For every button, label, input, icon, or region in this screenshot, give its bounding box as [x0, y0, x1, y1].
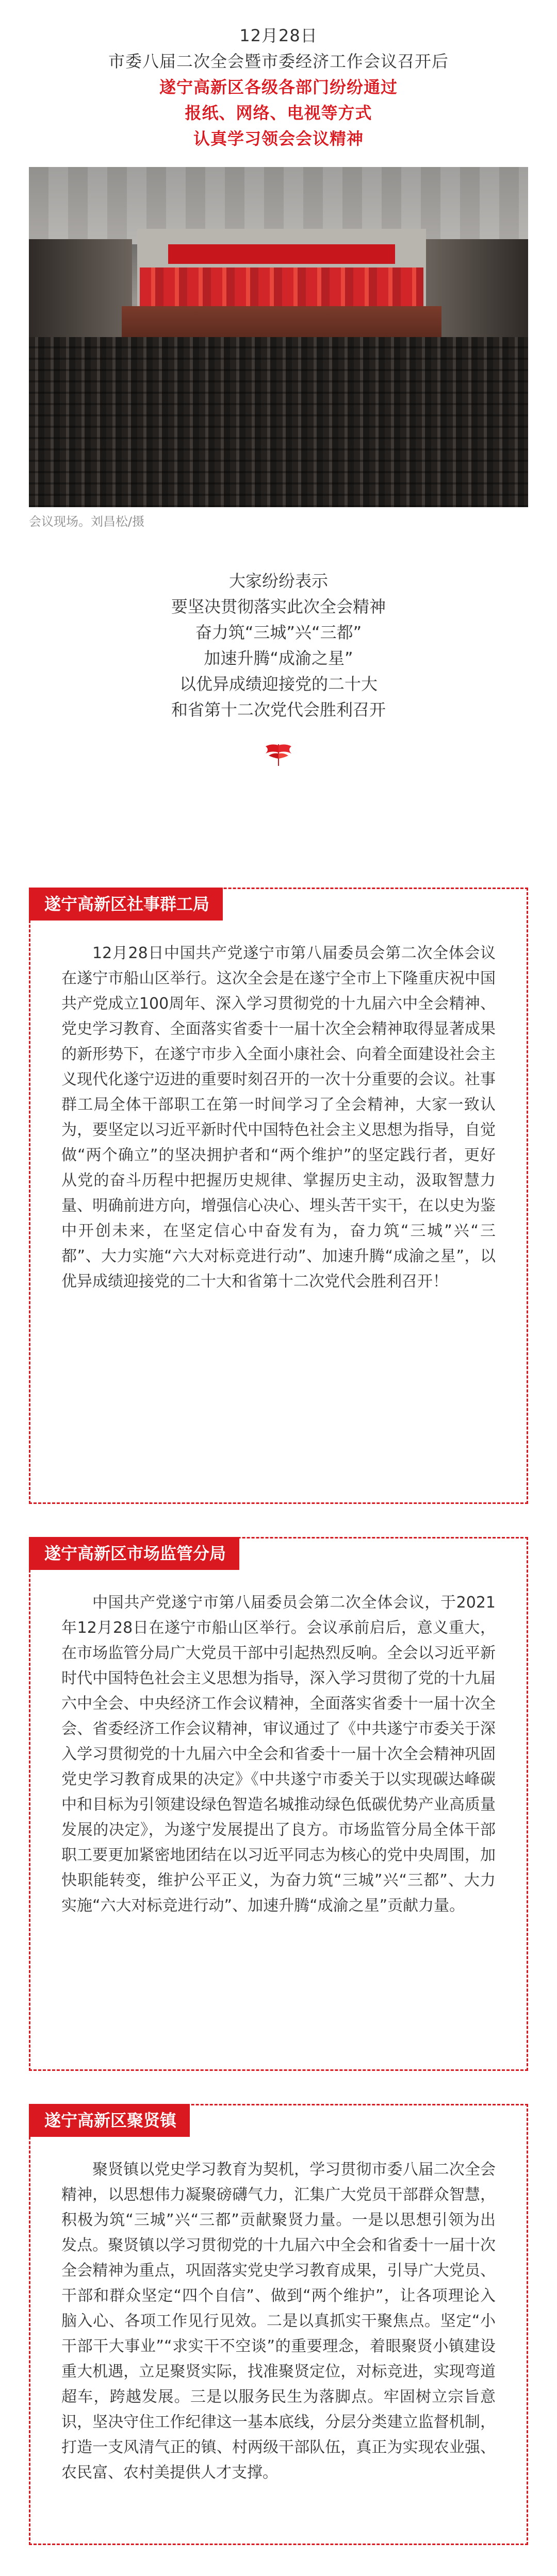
section-body: 聚贤镇以党史学习教育为契机，学习贯彻市委八届二次全会精神，以思想伟力凝聚磅礴气力，汇集广大党员干部群众智慧，积极为筑“三城”兴“三都”贡献聚贤力量。一是以思想引领为出发点。聚贤镇以学习贯彻党的十九届六中全会和省委十一届十次全会精神为重点，巩固落实党史学习教育成果，引导广大党员、干部和群众坚定“四个自信”、做到“两个维护”，让各项理论入脑入心、各项工作见行见效。二是以真抓实干聚焦点。坚定“小干部干大事业”“求实干不空谈”的重要理念，着眼聚贤小镇建设重大机遇，立足聚贤实际，找准聚贤定位，对标竞进，实现弯道超车，跨越发展。三是以服务民生为落脚点。牢固树立宗旨意识，坚决守住工作纪律这一基本底线，分层分类建立监督机制，打造一支风清气正的镇、村两级干部队伍，真正为实现农业强、农民富、农村美提供人才支撑。 — [61, 2161, 496, 2482]
article-header — [0, 0, 557, 152]
header-date: 12月28日 — [239, 26, 318, 45]
meeting-photo — [29, 167, 528, 507]
header-line-1: 市委八届二次全会暨市委经济工作会议召开后 — [108, 52, 449, 71]
header-line-4: 认真学习领会会议精神 — [193, 129, 364, 148]
intro-line: 奋力筑“三城”兴“三都” — [195, 623, 362, 642]
section-card-social-affairs — [29, 888, 528, 1504]
intro-line: 以优异成绩迎接党的二十大 — [179, 674, 378, 694]
intro-line: 和省第十二次党代会胜利召开 — [171, 700, 386, 720]
header-line-3: 报纸、网络、电视等方式 — [185, 103, 372, 123]
section-card-market-supervision — [29, 1537, 528, 2071]
intro-line: 要坚决贯彻落实此次全会精神 — [171, 597, 386, 616]
section-body: 12月28日中国共产党遂宁市第八届委员会第二次全体会议在遂宁市船山区举行。这次全会是在遂宁全市上下隆重庆祝中国共产党成立100周年、深入学习贯彻党的十九届六中全会精神、党史学习教育、全面落实省委十一届十次全会精神取得显著成果的新形势下，在遂宁市步入全面小康社会、向着全面建设社会主义现代化遂宁迈进的重要时刻召开的一次十分重要的会议。社事群工局全体干部职工在第一时间学习了全会精神，大家一致认为，要坚定以习近平新时代中国特色社会主义思想为指导，自觉做“两个确立”的坚决拥护者和“两个维护”的坚定践行者，更好从党的奋斗历程中把握历史规律、掌握历史主动，汲取智慧力量、明确前进方向，增强信心决心、埋头苦干实干，在以史为鉴中开创未来，在坚定信心中奋发有为，奋力筑“三城”兴“三都”、大力实施“六大对标竞进行动”、加速升腾“成渝之星”，以优异成绩迎接党的二十大和省第十二次党代会胜利召开！ — [61, 944, 496, 1291]
section-label: 遂宁高新区社事群工局 — [29, 888, 223, 921]
header-line-2: 遂宁高新区各级各部门纷纷通过 — [159, 77, 398, 97]
intro-line: 大家纷纷表示 — [228, 571, 328, 591]
section-label: 遂宁高新区聚贤镇 — [29, 2104, 190, 2137]
section-card-juxian-town — [29, 2104, 528, 2545]
red-flags-icon — [260, 741, 297, 767]
section-label: 遂宁高新区市场监管分局 — [29, 1537, 239, 1570]
section-body: 中国共产党遂宁市第八届委员会第二次全体会议，于2021年12月28日在遂宁市船山区举行。会议承前启后，意义重大，在市场监管分局广大党员干部中引起热烈反响。全会以习近平新时代中国特色社会主义思想为指导，深入学习贯彻了党的十九届六中全会、中央经济工作会议精神，全面落实省委十一届十次全会、省委经济工作会议精神，审议通过了《中共遂宁市委关于深入学习贯彻党的十九届六中全会和省委十一届十次全会精神巩固党史学习教育成果的决定》《中共遂宁市委关于以实现碳达峰碳中和目标为引领建设绿色智造名城推动绿色低碳优势产业高质量发展的决定》，为遂宁发展提出了良方。市场监管分局全体干部职工要更加紧密地团结在以习近平同志为核心的党中央周围，加快职能转变，维护公平正义，为奋力筑“三城”兴“三都”、大力实施“六大对标竞进行动”、加速升腾“成渝之星”贡献力量。 — [61, 1594, 496, 1915]
photo-caption: 会议现场。刘昌松/摄 — [29, 514, 145, 529]
intro-block — [0, 568, 557, 723]
intro-line: 加速升腾“成渝之星” — [204, 648, 353, 668]
